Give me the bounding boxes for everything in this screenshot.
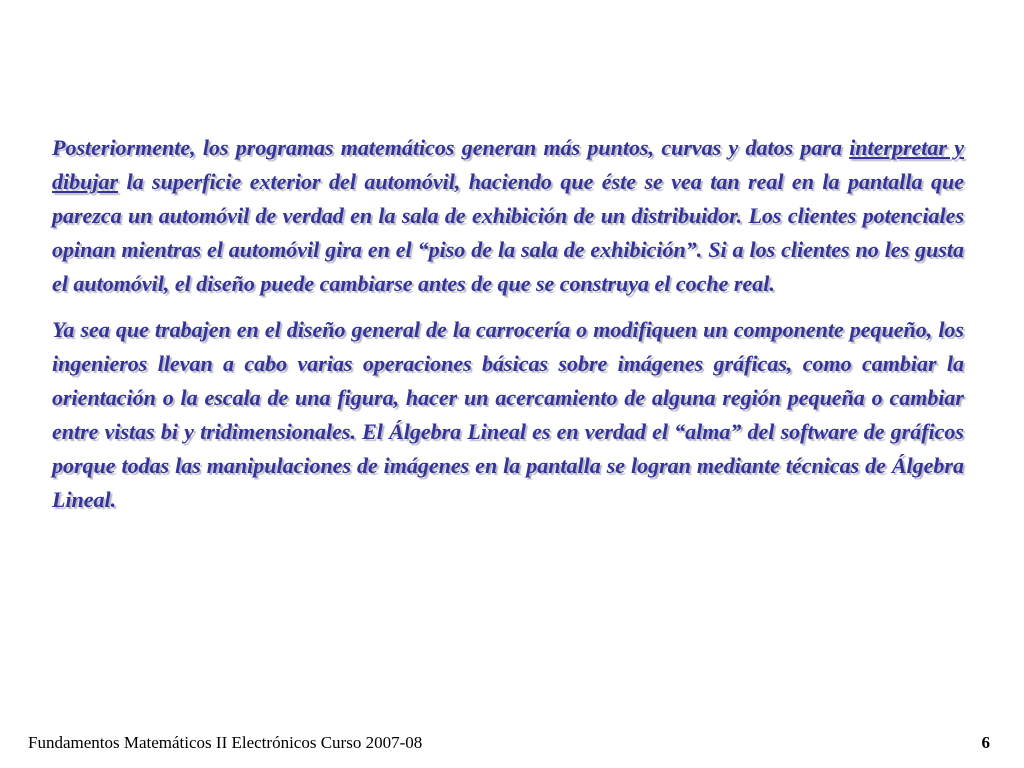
interpretar-dibujar-link[interactable]: interpretar y dibujar <box>52 135 964 194</box>
paragraph-1 <box>52 131 964 301</box>
paragraph-1-text-start: Posteriormente, los programas matemáticos generan más puntos, curvas y datos para <box>52 135 850 160</box>
paragraph-2: Ya sea que trabajen en el diseño general de la carrocería o modifiquen un componente pequeño, los ingenieros llevan a cabo varias operaciones básicas sobre imágenes gráficas, como cambiar la orientación o la escala de una figura, hacer un acercamiento de alguna región pequeña o cambiar entre vistas bi y tridimensionales. El Álgebra Lineal es en verdad el “alma” del software de gráficos porque todas las manipulaciones de imágenes en la pantalla se logran mediante técnicas de Álgebra Lineal. <box>52 317 964 512</box>
slide-body <box>52 131 964 529</box>
page-number: 6 <box>981 733 990 752</box>
footer-course-title: Fundamentos Matemáticos II Electrónicos Curso 2007-08 <box>28 733 423 752</box>
paragraph-1-text-end: la superficie exterior del automóvil, haciendo que éste se vea tan real en la pantalla que parezca un automóvil de verdad en la sala de exhibición de un distribuidor. Los clientes potenciales opinan mientras el automóvil gira en el “piso de la sala de exhibición”. Si a los clientes no les gusta el automóvil, el diseño puede cambiarse antes de que se construya el coche real. <box>52 169 964 296</box>
